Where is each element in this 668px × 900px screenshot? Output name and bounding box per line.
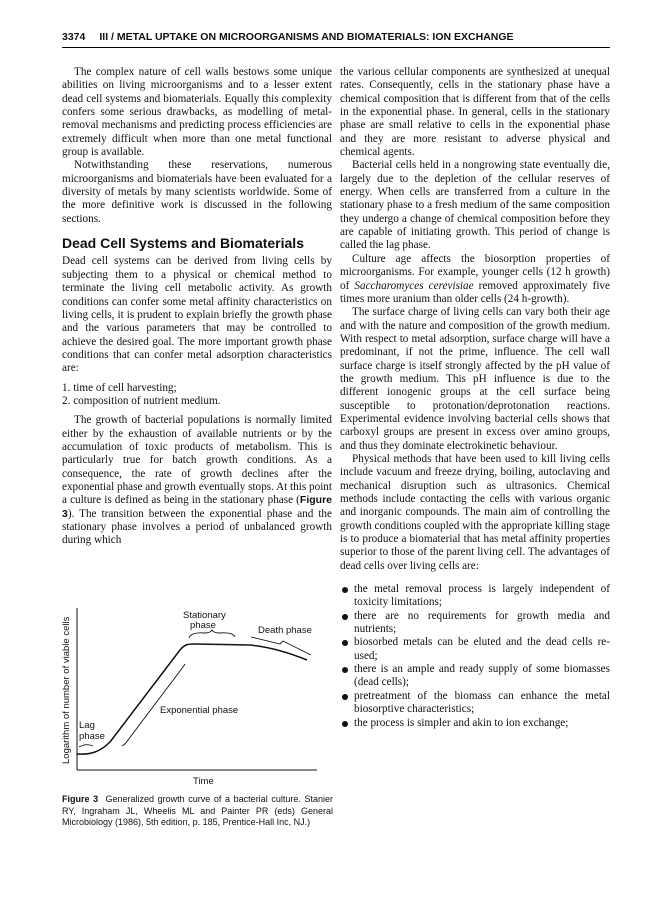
left-column [62, 66, 332, 548]
numbered-list [62, 382, 332, 409]
lag-phase-label-1: Lag [79, 720, 95, 731]
exponential-phase-label: Exponential phase [160, 705, 239, 716]
list-item: 2. composition of nutrient medium. [62, 394, 221, 407]
death-phase-label: Death phase [258, 625, 312, 636]
lag-phase-bracket [79, 745, 93, 747]
section-heading: Dead Cell Systems and Biomaterials [62, 235, 304, 252]
figure-caption [62, 794, 333, 829]
stationary-phase-bracket [189, 630, 235, 638]
figure-reference[interactable]: Figure 3 [62, 494, 332, 520]
text: Culture age affects the biosorption properties of microorganisms. For example, younger cells (12 h growth) of [340, 252, 610, 292]
growth-curve-chart [55, 592, 340, 787]
paragraph: The complex nature of cell walls bestows some unique abilities on living microorganisms and to a lesser extent dead cell systems and biomaterials. Equally this complexity confers some serious drawbacks, as modelling of metal-removal mechanisms and predicting process efficiencies are extremely difficult when more than one metal functional group is available. [62, 66, 332, 159]
paragraph [340, 253, 610, 306]
list-item: the process is simpler and akin to ion exchange; [340, 717, 610, 730]
lag-phase-label-2: phase [79, 731, 105, 742]
bullet-list [340, 583, 610, 730]
figure-3 [55, 592, 340, 829]
paragraph: Notwithstanding these reservations, numerous microorganisms and biomaterials have been evaluated for a diversity of metals by many scientists worldwide. Some of the more definitive work is discussed in the following sections. [62, 159, 332, 225]
page-number: 3374 [62, 31, 86, 43]
y-axis-label: Logarithm of number of viable cells [61, 616, 72, 764]
paragraph: The surface charge of living cells can vary both their age and with the nature and composition of the growth medium. With respect to metal adsorption, surface charge will have a predominant, if not the prime, influence. The cell wall surface charge is itself strongly affected by the pH value of the growth medium. This pH influence is due to the different ionogenic groups at the cell surface being susceptible to protonation/deprotonation reactions. Experimental evidence involving bacterial cells shows that carboxyl groups are present in excess over amino groups, and thus they dominate electrokinetic behaviour. [340, 306, 610, 452]
running-title: III / METAL UPTAKE ON MICROORGANISMS AND BIOMATERIALS: ION EXCHANGE [99, 31, 514, 43]
running-header [62, 31, 610, 48]
stationary-phase-label-2: phase [190, 620, 216, 631]
list-item: there is an ample and ready supply of some biomasses (dead cells); [340, 663, 610, 690]
paragraph: Physical methods that have been used to kill living cells include vacuum and freeze drying, boiling, autoclaving and mechanical disruption such as ultrasonics. Chemical methods include contacting the cells with various organic and inorganic compounds. The main aim of controlling the growth conditions coupled with the appropriate killing stage is to produce a biomaterial that has metal affinity properties superior to those of the parent living cell. The advantages of dead cells over living cells are: [340, 452, 610, 572]
paragraph: Bacterial cells held in a nongrowing state eventually die, largely due to the depletion of the cellular reserves of energy. When cells are transferred from a culture in the stationary phase to a fresh medium of the same composition they undergo a change of chemical composition before they are capable of initiating growth. This period of change is called the lag phase. [340, 159, 610, 252]
caption-text: Generalized growth curve of a bacterial culture. Stanier RY, Ingraham JL, Wheelis ML and Painter PR (eds) General Microbiology (1986), 5th edition, p. 185, Prentice-Hall Inc, NJ.) [62, 794, 333, 827]
text: removed approximately five times more uranium than older cells (24 h-growth). [340, 279, 610, 305]
species-name: Saccharomyces cerevisiae [354, 279, 474, 292]
list-item: 1. time of cell harvesting; [62, 381, 177, 394]
text: ). The transition between the exponential phase and the stationary phase involves a period of unbalanced growth during which [62, 507, 332, 547]
text: The growth of bacterial populations is normally limited either by the exhaustion of available nutrients or by the accumulation of toxic products of metabolism. This is particularly true for batch growth conditions. As a consequence, the rate of growth declines after the exponential phase and growth eventually stops. At this point a culture is defined as being in the stationary phase ( [62, 414, 333, 507]
paragraph [62, 414, 332, 547]
paragraph: Dead cell systems can be derived from living cells by subjecting them to a physical or chemical method to terminate the living cell metabolic activity. As growth conditions can confer some metal affinity characteristics on living cells, it is prudent to explain briefly the growth phase and the various parameters that may be controlled to achieve the desired goal. The more important growth phase conditions that can confer metal adsorption characteristics are: [62, 255, 332, 375]
x-axis-label: Time [193, 776, 214, 787]
list-item: pretreatment of the biomass can enhance the metal biosorptive characteristics; [340, 690, 610, 717]
list-item: the metal removal process is largely independent of toxicity limitations; [340, 583, 610, 610]
growth-curve [77, 644, 307, 754]
list-item: biosorbed metals can be eluted and the dead cells re-used; [340, 636, 610, 663]
stationary-phase-label-1: Stationary [183, 610, 226, 621]
caption-label: Figure 3 [62, 794, 99, 804]
paragraph: the various cellular components are synthesized at unequal rates. Consequently, cells in the stationary phase have a chemical composition that is different from that of the cells in the exponential phase. In general, cells in the stationary phase are small relative to cells in the exponential phase and they are more resistant to adverse physical and chemical agents. [340, 66, 610, 159]
right-column [340, 66, 610, 730]
list-item: there are no requirements for growth media and nutrients; [340, 610, 610, 637]
